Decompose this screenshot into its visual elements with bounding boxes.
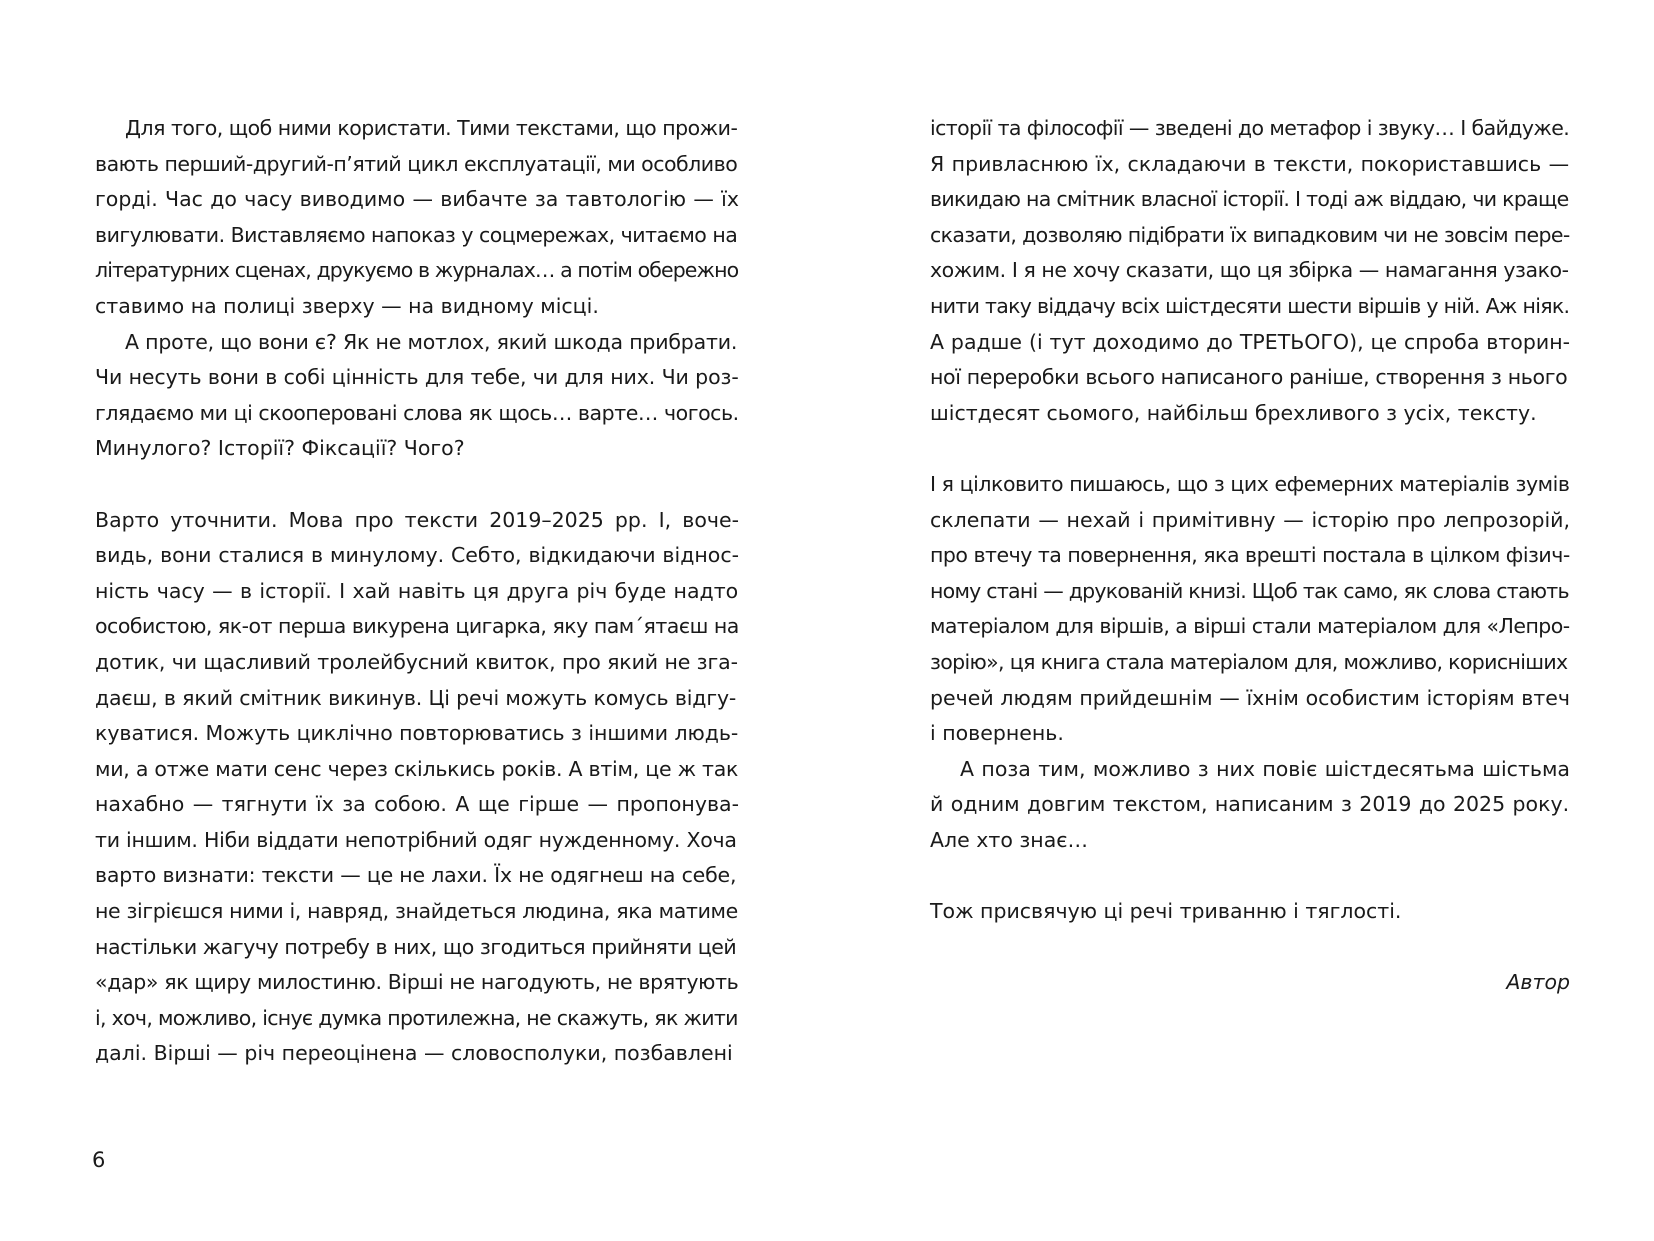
text-line: вають перший-другий-п’ятий цикл експлуатації, ми особливо bbox=[95, 151, 738, 176]
text-line: горді. Час до часу виводимо — вибачте за тавтологію — їх bbox=[95, 187, 739, 212]
text-line: нити таку віддачу всіх шістдесяти шести віршів у ній. Аж ніяк. bbox=[930, 293, 1570, 318]
paragraph-gap bbox=[930, 930, 1570, 966]
text-line: про втечу та повернення, яка врешті постала в цілком фізич- bbox=[930, 543, 1570, 568]
text-line: глядаємо ми ці скооперовані слова як щось… варте… чогось. bbox=[95, 400, 739, 425]
text-line: речей людям прийдешнім — їхнім особистим історіям втеч bbox=[930, 685, 1570, 710]
text-line: зорію», ця книга стала матеріалом для, можливо, корисніших bbox=[930, 649, 1568, 674]
text-line: А проте, що вони є? Як не мотлох, який шкода прибрати. bbox=[125, 329, 738, 354]
paragraph-gap bbox=[930, 431, 1570, 467]
page-number: 6 bbox=[92, 1148, 106, 1172]
text-line: дотик, чи щасливий тролейбусний квиток, про який не зга- bbox=[95, 649, 738, 674]
text-line: не зігрієшся ними і, навряд, знайдеться людина, яка матиме bbox=[95, 899, 738, 924]
text-line: і повернень. bbox=[930, 721, 1064, 746]
text-line: шістдесят сьомого, найбільш брехливого з усіх, тексту. bbox=[930, 400, 1537, 425]
text-line: й одним довгим текстом, написаним з 2019 до 2025 року. bbox=[930, 792, 1570, 817]
text-line: вигулювати. Виставляємо напоказ у соцмережах, читаємо на bbox=[95, 222, 738, 247]
text-line: Минулого? Історії? Фіксації? Чого? bbox=[95, 436, 465, 461]
text-line: матеріалом для віршів, а вірші стали матеріалом для «Лепро- bbox=[930, 614, 1570, 639]
text-line: викидаю на смітник власної історії. І тоді аж віддаю, чи краще bbox=[930, 187, 1569, 212]
text-line: Тож присвячую ці речі триванню і тяглості. bbox=[930, 899, 1402, 924]
text-line: «дар» як щиру милостиню. Вірші не нагодують, не врятують bbox=[95, 970, 739, 995]
text-line: ність часу — в історії. І хай навіть ця друга річ буде надто bbox=[95, 578, 739, 603]
text-line: літературних сценах, друкуємо в журналах… а потім обережно bbox=[95, 258, 739, 283]
text-line: хожим. І я не хочу сказати, що ця збірка — намагання узако- bbox=[930, 258, 1569, 283]
text-line: Автор bbox=[1506, 970, 1570, 995]
text-line: варто визнати: тексти — це не лахи. Їх не одягнеш на себе, bbox=[95, 863, 737, 888]
paragraph-gap bbox=[95, 467, 739, 503]
text-line: далі. Вірші — річ переоцінена — словосполуки, позбавлені bbox=[95, 1041, 733, 1066]
text-line: ної переробки всього написаного раніше, створення з нього bbox=[930, 365, 1568, 390]
text-line: ти іншим. Ніби віддати непотрібний одяг нужденному. Хоча bbox=[95, 827, 737, 852]
text-line: даєш, в який смітник викинув. Ці речі можуть комусь відгу- bbox=[95, 685, 737, 710]
text-line: А радше (і тут доходимо до ТРЕТЬОГО), це спроба вторин- bbox=[930, 329, 1570, 354]
text-line: Варто уточнити. Мова про тексти 2019–2025 рр. І, воче- bbox=[95, 507, 739, 532]
text-line: історії та філософії — зведені до метафор і звуку… І байдуже. bbox=[930, 116, 1570, 140]
text-line: нахабно — тягнути їх за собою. А ще гірше — пропонува- bbox=[95, 792, 739, 817]
text-line: особистою, як-от перша викурена цигарка, яку пам´ятаєш на bbox=[95, 614, 739, 639]
text-line: Чи несуть вони в собі цінність для тебе, чи для них. Чи роз- bbox=[95, 365, 739, 390]
text-line: і, хоч, можливо, існує думка протилежна, не скажуть, як жити bbox=[95, 1005, 738, 1030]
text-line: ставимо на полиці зверху — на видному місці. bbox=[95, 293, 599, 318]
text-line: сказати, дозволяю підібрати їх випадковим чи не зовсім пере- bbox=[930, 222, 1570, 247]
text-line: видь, вони сталися в минулому. Себто, відкидаючи віднос- bbox=[95, 543, 739, 568]
text-line: Але хто знає… bbox=[930, 827, 1089, 852]
text-line: І я цілковито пишаюсь, що з цих ефемерних матеріалів зумів bbox=[930, 471, 1570, 496]
text-line: Я привласнюю їх, складаючи в тексти, покориставшись — bbox=[930, 151, 1570, 176]
left-text-column bbox=[95, 111, 739, 1072]
text-line: настільки жагучу потребу в них, що згодиться прийняти цей bbox=[95, 934, 737, 959]
text-line: склепати — нехай і примітивну — історію про лепрозорій, bbox=[930, 507, 1570, 532]
paragraph-gap bbox=[930, 858, 1570, 894]
right-text-column bbox=[930, 111, 1570, 1001]
text-line: куватися. Можуть циклічно повторюватись з іншими людь- bbox=[95, 721, 739, 746]
text-line: А поза тим, можливо з них повіє шістдесятьма шістьма bbox=[960, 756, 1570, 781]
text-line: ному стані — друкованій книзі. Щоб так само, як слова стають bbox=[930, 578, 1569, 603]
text-line: Для того, щоб ними користати. Тими текстами, що прожи- bbox=[125, 116, 738, 140]
text-line: ми, а отже мати сенс через скількись років. А втім, це ж так bbox=[95, 756, 739, 781]
